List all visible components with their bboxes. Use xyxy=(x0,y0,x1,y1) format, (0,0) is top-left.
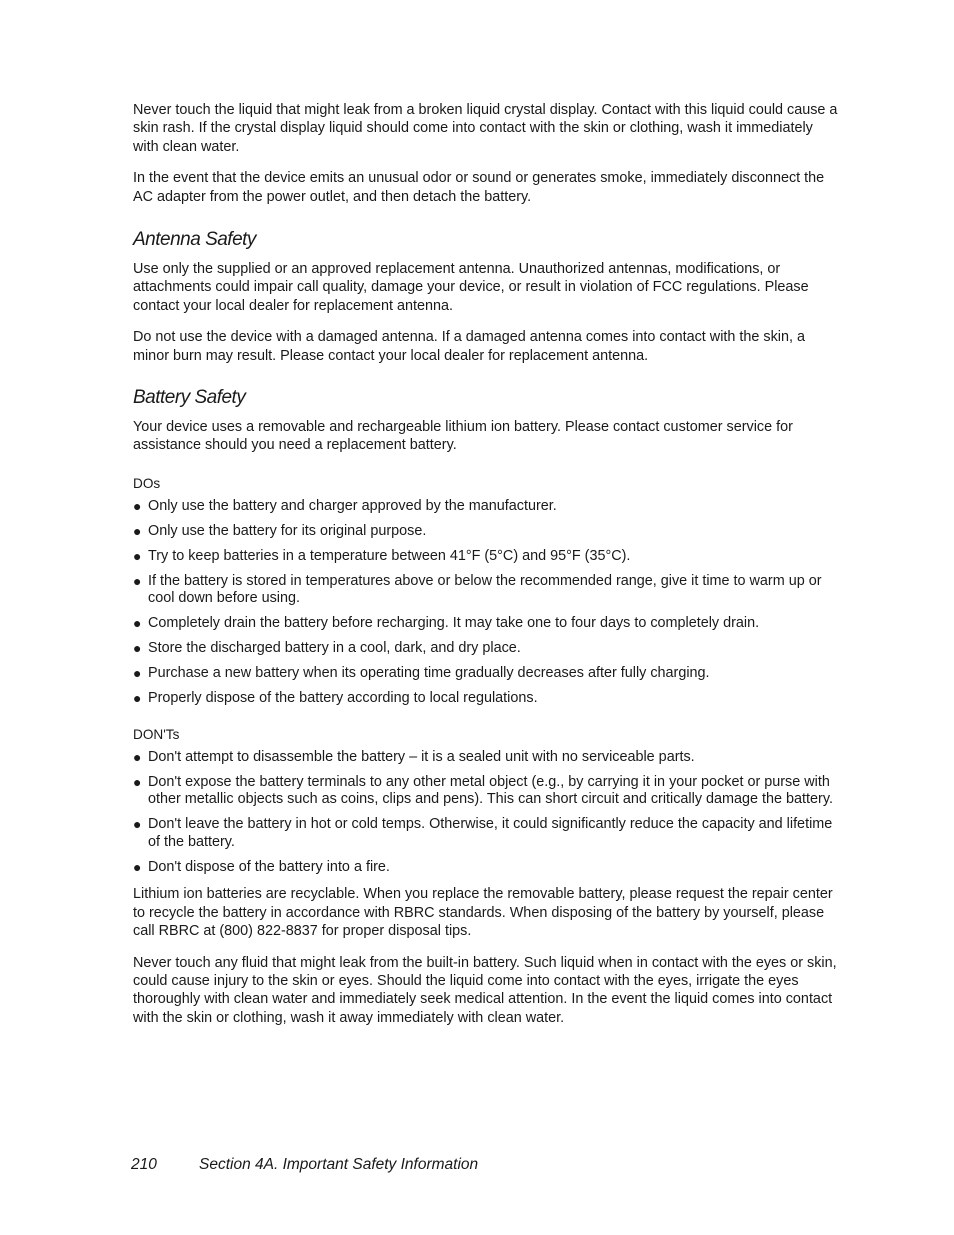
section-title: Section 4A. Important Safety Information xyxy=(199,1156,479,1173)
list-item: ● Don't expose the battery terminals to any other metal object (e.g., by carrying it in your pocket or purse with other metallic objects such as coins, clips and pens). This can short circuit and critically damage the battery. xyxy=(133,773,833,808)
list-item: ● Only use the battery for its original purpose. xyxy=(133,522,427,539)
recycle-paragraph: Lithium ion batteries are recyclable. When you replace the removable battery, please request the repair center to recycle the battery in accordance with RBRC standards. When disposing of the battery by yourself, please call RBRC at (800) 822-8837 for proper disposal tips. xyxy=(133,886,833,940)
bullet-icon: ● xyxy=(133,690,142,707)
list-item: ● Completely drain the battery before recharging. It may take one to four days to completely drain. xyxy=(133,615,760,632)
bullet-icon: ● xyxy=(133,773,142,790)
battery-intro-paragraph: Your device uses a removable and rechargeable lithium ion battery. Please contact customer service for assistance should you need a replacement battery. xyxy=(133,419,793,454)
page-number: 210 xyxy=(131,1156,157,1173)
list-item: ● Don't leave the battery in hot or cold temps. Otherwise, it could significantly reduce the capacity and lifetime of the battery. xyxy=(133,816,833,850)
intro-paragraph-1: Never touch the liquid that might leak from a broken liquid crystal display. Contact with this liquid could cause a skin rash. If the crystal display liquid should come into contact with the skin or clothing, wash it immediately with clean water. xyxy=(133,102,838,155)
list-item: ● Purchase a new battery when its operating time gradually decreases after fully charging. xyxy=(133,665,710,682)
fluid-warning-paragraph: Never touch any fluid that might leak from the built-in battery. Such liquid when in contact with the eyes or skin, could cause injury to the skin or eyes. Should the liquid come into contact with the eyes, irrigate the eyes thoroughly with clean water and immediately seek medical attention. In the event the liquid comes into contact with the skin or clothing, wash it away immediately with clean water. xyxy=(133,954,837,1026)
dos-list xyxy=(133,498,839,708)
list-item: ● Only use the battery and charger approved by the manufacturer. xyxy=(133,497,557,514)
intro-paragraph-2: In the event that the device emits an unusual odor or sound or generates smoke, immediately disconnect the AC adapter from the power outlet, and then detach the battery. xyxy=(133,170,825,205)
bullet-icon: ● xyxy=(133,547,142,564)
donts-label: DON'Ts xyxy=(133,726,180,742)
bullet-icon: ● xyxy=(133,615,142,632)
bullet-icon: ● xyxy=(133,665,142,682)
battery-safety-heading: Battery Safety xyxy=(133,387,246,409)
bullet-icon: ● xyxy=(133,522,142,539)
bullet-icon: ● xyxy=(133,640,142,657)
bullet-icon: ● xyxy=(133,497,142,514)
antenna-paragraph-2: Do not use the device with a damaged antenna. If a damaged antenna comes into contact with the skin, a minor burn may result. Please contact your local dealer for replacement antenna. xyxy=(133,329,805,364)
dos-label: DOs xyxy=(133,475,161,491)
list-item: ● Store the discharged battery in a cool, dark, and dry place. xyxy=(133,640,521,657)
list-item: ● Try to keep batteries in a temperature between 41°F (5°C) and 95°F (35°C). xyxy=(133,547,631,564)
antenna-paragraph-1: Use only the supplied or an approved replacement antenna. Unauthorized antennas, modifications, or attachments could impair call quality, damage your device, or result in violation of FCC regulations. Please contact your local dealer for replacement antenna. xyxy=(133,261,809,314)
list-item: ● Don't dispose of the battery into a fire. xyxy=(133,858,390,875)
list-item: ● Don't attempt to disassemble the battery – it is a sealed unit with no serviceable parts. xyxy=(133,748,695,765)
page-footer xyxy=(131,1155,478,1175)
bullet-icon: ● xyxy=(133,748,142,765)
list-item: ● Properly dispose of the battery according to local regulations. xyxy=(133,690,538,707)
list-item: ● If the battery is stored in temperatures above or below the recommended range, give it time to warm up or cool down before using. xyxy=(133,572,822,607)
bullet-icon: ● xyxy=(133,572,142,589)
antenna-safety-heading: Antenna Safety xyxy=(133,229,256,251)
page-content xyxy=(133,101,839,1027)
donts-list xyxy=(133,749,839,877)
bullet-icon: ● xyxy=(133,858,142,875)
bullet-icon: ● xyxy=(133,816,142,833)
